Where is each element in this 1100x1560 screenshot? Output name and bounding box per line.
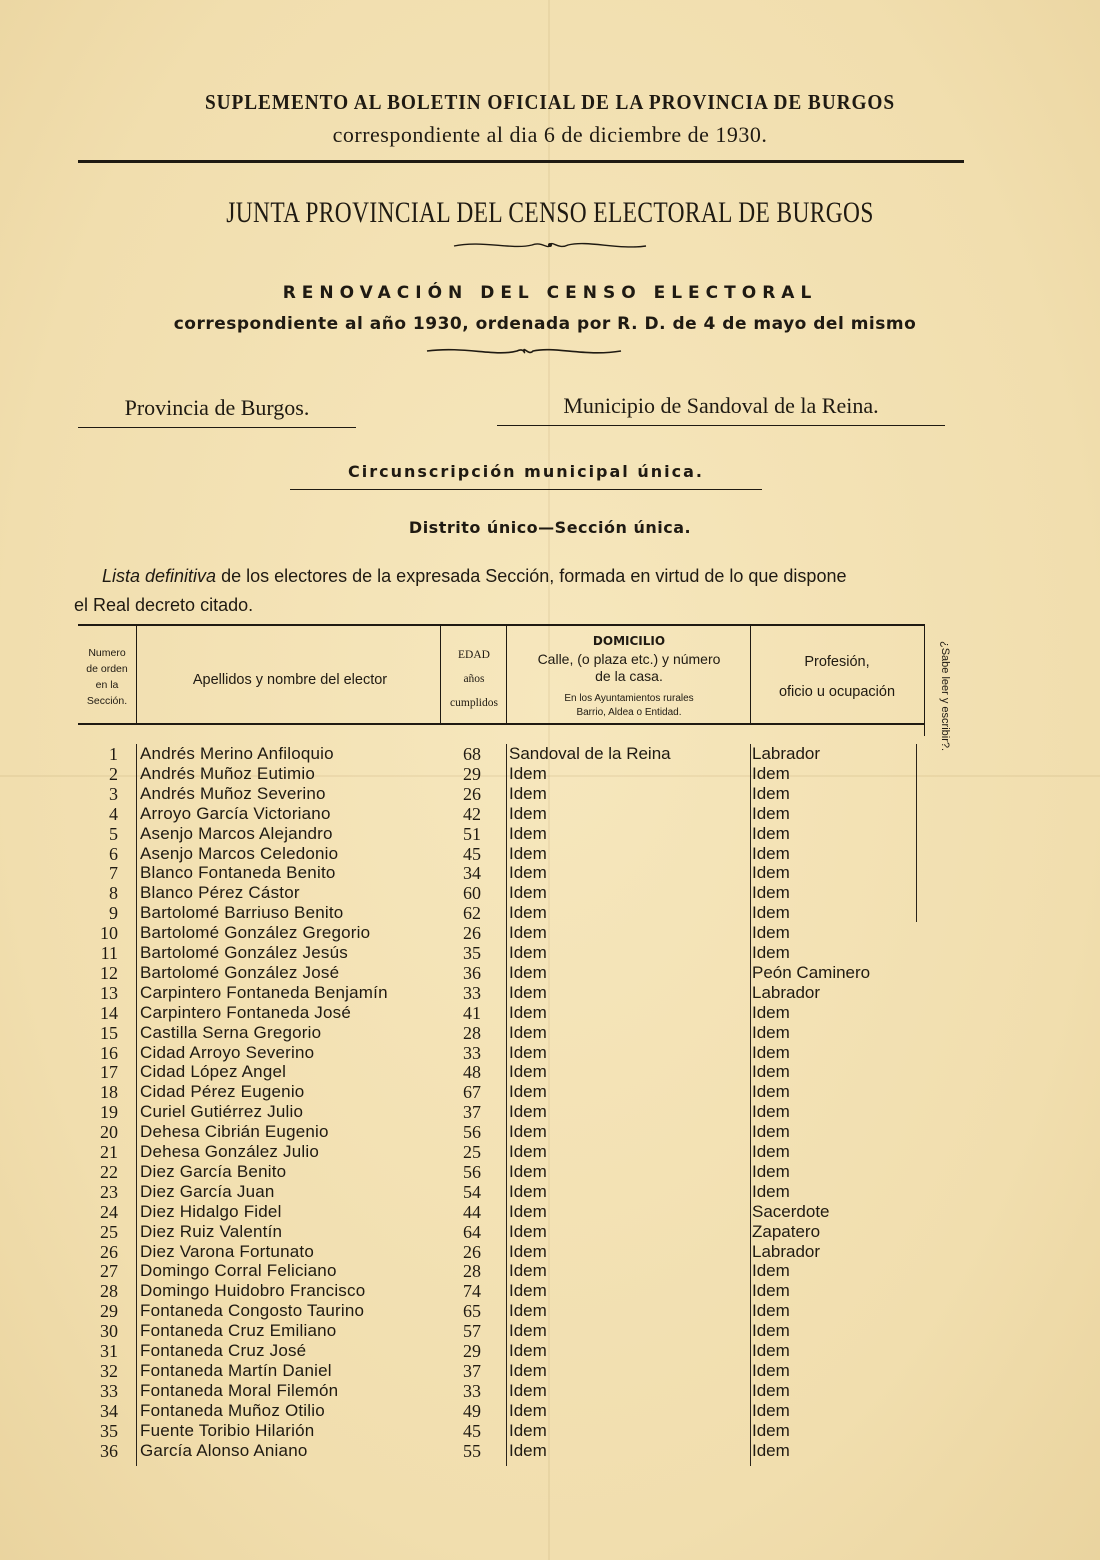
elector-age: 55 [463, 1440, 481, 1461]
elector-profession: Idem [752, 1022, 790, 1042]
elector-address: Idem [509, 843, 547, 863]
elector-address: Idem [509, 1042, 547, 1062]
row-number: 31 [100, 1341, 118, 1361]
table-row [0, 764, 1100, 784]
elector-age: 35 [463, 943, 481, 963]
elector-profession: Labrador [752, 1241, 821, 1261]
row-number: 10 [100, 923, 118, 944]
table-row [0, 1182, 1100, 1202]
elector-address: Idem [509, 763, 547, 783]
elector-profession: Idem [752, 1420, 790, 1440]
elector-age: 41 [463, 1002, 481, 1023]
flourish-ornament [452, 238, 648, 252]
column-header-address-note: En los Ayuntamientos rurales Barrio, Aldea o Entidad. [564, 693, 694, 718]
elector-address: Idem [509, 1440, 547, 1460]
elector-name: Blanco Pérez Cástor [140, 883, 300, 903]
table-row [0, 1062, 1100, 1082]
supplement-subtitle: correspondiente al dia 6 de diciembre de 1930. [332, 122, 768, 147]
elector-name: Carpintero Fontaneda Benjamín [140, 982, 388, 1002]
column-header-number: Numero de orden en la Sección. [86, 647, 128, 707]
intro-italic: Lista definitiva [102, 566, 217, 586]
elector-profession: Idem [752, 843, 790, 863]
table-row [0, 744, 1100, 764]
table-row [0, 1202, 1100, 1222]
table-row [0, 1102, 1100, 1122]
table-row [0, 824, 1100, 844]
row-number: 12 [100, 962, 118, 983]
elector-name: Fontaneda Congosto Taurino [140, 1301, 365, 1321]
elector-address: Idem [509, 943, 547, 962]
elector-name: García Alonso Aniano [140, 1440, 308, 1460]
elector-age: 26 [463, 783, 481, 804]
row-number: 11 [100, 943, 118, 963]
elector-address: Idem [509, 823, 547, 843]
table-row [0, 1222, 1100, 1242]
row-number: 20 [100, 1122, 118, 1143]
elector-address: Idem [509, 1142, 547, 1161]
elector-profession: Idem [752, 1281, 790, 1301]
elector-age: 56 [463, 1122, 481, 1143]
elector-age: 33 [463, 982, 481, 1003]
elector-address: Idem [509, 1082, 547, 1102]
header-divider [506, 624, 507, 724]
elector-address: Idem [509, 1341, 547, 1360]
elector-age: 29 [463, 1341, 481, 1361]
elector-address: Idem [509, 1181, 547, 1201]
elector-profession: Idem [752, 903, 790, 923]
elector-name: Castilla Serna Gregorio [140, 1022, 322, 1042]
elector-address: Idem [509, 1201, 547, 1221]
elector-profession: Idem [752, 1400, 790, 1420]
elector-age: 48 [463, 1062, 481, 1083]
elector-address: Idem [509, 783, 547, 803]
elector-age: 51 [463, 823, 481, 844]
table-row [0, 863, 1100, 883]
row-number: 30 [100, 1321, 118, 1342]
column-header-address: Calle, (o plaza etc.) y número de la casa. [537, 651, 721, 684]
column-header-literacy: ¿Sabe leer y escribir?. [939, 641, 951, 752]
row-number: 21 [100, 1142, 118, 1162]
elector-profession: Idem [752, 1181, 790, 1201]
circumscription-label: Circunscripción municipal única. [290, 462, 762, 490]
table-row [0, 1023, 1100, 1043]
elector-profession: Idem [752, 1142, 790, 1161]
elector-age: 25 [463, 1142, 481, 1162]
table-row [0, 1043, 1100, 1063]
elector-name: Bartolomé González Jesús [140, 943, 348, 962]
elector-name: Fontaneda Cruz José [140, 1341, 307, 1360]
elector-name: Fuente Toribio Hilarión [140, 1420, 315, 1440]
elector-age: 33 [463, 1042, 481, 1063]
elector-name: Cidad Arroyo Severino [140, 1042, 315, 1062]
elector-name: Cidad López Angel [140, 1062, 287, 1082]
elector-profession: Idem [752, 863, 790, 883]
elector-profession: Idem [752, 1341, 790, 1360]
header-divider [440, 624, 441, 724]
renovation-subtitle: correspondiente al año 1930, ordenada por R. D. de 4 de mayo del mismo [173, 314, 917, 334]
elector-address: Idem [509, 1301, 547, 1321]
elector-name: Andrés Muñoz Eutimio [140, 763, 316, 783]
elector-name: Bartolomé González José [140, 962, 340, 982]
elector-name: Dehesa Cibrián Eugenio [140, 1122, 329, 1142]
elector-address: Idem [509, 1161, 547, 1181]
row-number: 8 [109, 883, 118, 904]
row-number: 26 [100, 1241, 118, 1262]
elector-age: 45 [463, 1420, 481, 1441]
elector-name: Fontaneda Martín Daniel [140, 1360, 332, 1380]
row-number: 34 [100, 1400, 118, 1421]
table-row [0, 963, 1100, 983]
table-row [0, 983, 1100, 1003]
elector-name: Blanco Fontaneda Benito [140, 863, 336, 883]
row-number: 5 [109, 823, 118, 844]
elector-address: Idem [509, 1261, 547, 1281]
header-divider [924, 624, 925, 736]
elector-profession: Idem [752, 923, 790, 943]
elector-age: 45 [463, 843, 481, 864]
table-row [0, 844, 1100, 864]
elector-age: 62 [463, 903, 481, 924]
elector-profession: Labrador [752, 982, 821, 1002]
elector-profession: Idem [752, 1261, 790, 1281]
elector-address: Idem [509, 1022, 547, 1042]
elector-name: Asenjo Marcos Celedonio [140, 843, 339, 863]
junta-title: JUNTA PROVINCIAL DEL CENSO ELECTORAL DE BURGOS [226, 196, 874, 229]
elector-name: Bartolomé Barriuso Benito [140, 903, 344, 923]
elector-address: Idem [509, 863, 547, 883]
table-row [0, 1082, 1100, 1102]
row-number: 28 [100, 1281, 118, 1302]
elector-name: Diez Ruiz Valentín [140, 1221, 283, 1241]
elector-name: Diez Varona Fortunato [140, 1241, 314, 1261]
row-number: 19 [100, 1102, 118, 1123]
elector-address: Idem [509, 1002, 547, 1022]
elector-name: Diez Hidalgo Fidel [140, 1201, 282, 1221]
table-row [0, 1301, 1100, 1321]
elector-address: Idem [509, 962, 547, 982]
table-header-bottom-rule [78, 723, 925, 725]
table-row [0, 943, 1100, 963]
elector-address: Idem [509, 923, 547, 943]
elector-profession: Idem [752, 1301, 790, 1321]
elector-age: 34 [463, 863, 481, 884]
province-label: Provincia de Burgos. [78, 395, 356, 428]
column-header-address-title: DOMICILIO [592, 634, 666, 648]
column-header-profession: Profesión, oficio u ocupación [778, 654, 896, 700]
elector-age: 56 [463, 1161, 481, 1182]
elector-profession: Idem [752, 1062, 790, 1082]
table-row [0, 1401, 1100, 1421]
elector-age: 54 [463, 1181, 481, 1202]
row-number: 36 [100, 1440, 118, 1461]
elector-age: 57 [463, 1321, 481, 1342]
row-number: 7 [109, 863, 118, 884]
elector-name: Dehesa González Julio [140, 1142, 320, 1161]
elector-profession: Idem [752, 1360, 790, 1380]
elector-age: 44 [463, 1201, 481, 1222]
table-header-top-rule [78, 624, 925, 626]
municipality-label: Municipio de Sandoval de la Reina. [497, 393, 945, 426]
top-rule [78, 160, 964, 163]
row-number: 9 [109, 903, 118, 924]
elector-address: Idem [509, 1380, 547, 1400]
elector-address: Sandoval de la Reina [509, 744, 671, 763]
table-row [0, 1341, 1100, 1361]
elector-profession: Idem [752, 763, 790, 783]
elector-name: Andrés Merino Anfiloquio [140, 744, 334, 763]
elector-profession: Labrador [752, 744, 821, 763]
row-number: 23 [100, 1181, 118, 1202]
elector-address: Idem [509, 883, 547, 903]
intro-paragraph [74, 562, 952, 620]
elector-profession: Idem [752, 823, 790, 843]
table-row [0, 1281, 1100, 1301]
elector-profession: Idem [752, 1380, 790, 1400]
elector-age: 68 [463, 744, 481, 764]
row-number: 2 [109, 763, 118, 784]
elector-address: Idem [509, 1241, 547, 1261]
elector-name: Bartolomé González Gregorio [140, 923, 371, 943]
elector-profession: Idem [752, 1102, 790, 1122]
elector-address: Idem [509, 1102, 547, 1122]
supplement-title: SUPLEMENTO AL BOLETIN OFICIAL DE LA PROVINCIA DE BURGOS [204, 90, 896, 114]
elector-address: Idem [509, 1221, 547, 1241]
table-row [0, 923, 1100, 943]
row-number: 3 [109, 783, 118, 804]
elector-name: Andrés Muñoz Severino [140, 783, 326, 803]
elector-address: Idem [509, 1122, 547, 1142]
table-row [0, 1003, 1100, 1023]
elector-profession: Idem [752, 803, 790, 823]
row-number: 4 [109, 803, 118, 824]
elector-address: Idem [509, 1400, 547, 1420]
elector-name: Fontaneda Moral Filemón [140, 1380, 339, 1400]
row-number: 29 [100, 1301, 118, 1322]
elector-age: 64 [463, 1221, 481, 1242]
elector-profession: Idem [752, 783, 790, 803]
row-number: 1 [109, 744, 118, 764]
row-number: 32 [100, 1360, 118, 1381]
elector-profession: Sacerdote [752, 1201, 830, 1221]
table-row [0, 1321, 1100, 1341]
elector-address: Idem [509, 1062, 547, 1082]
elector-age: 28 [463, 1261, 481, 1282]
elector-name: Domingo Huidobro Francisco [140, 1281, 366, 1301]
table-row [0, 784, 1100, 804]
elector-name: Cidad Pérez Eugenio [140, 1082, 305, 1102]
table-row [0, 1381, 1100, 1401]
elector-name: Fontaneda Cruz Emiliano [140, 1321, 337, 1341]
table-row [0, 1122, 1100, 1142]
row-number: 24 [100, 1201, 118, 1222]
header-divider [750, 624, 751, 724]
elector-age: 26 [463, 1241, 481, 1262]
table-row [0, 883, 1100, 903]
elector-age: 42 [463, 803, 481, 824]
row-number: 16 [100, 1042, 118, 1063]
header-divider [136, 624, 137, 724]
elector-age: 36 [463, 962, 481, 983]
elector-age: 26 [463, 923, 481, 944]
row-number: 25 [100, 1221, 118, 1242]
elector-age: 28 [463, 1022, 481, 1043]
elector-age: 37 [463, 1102, 481, 1123]
elector-address: Idem [509, 1420, 547, 1440]
table-row [0, 1242, 1100, 1262]
table-row [0, 1162, 1100, 1182]
column-header-name: Apellidos y nombre del elector [192, 672, 388, 688]
column-header-age: EDAD años cumplidos [450, 649, 498, 709]
elector-name: Diez García Juan [140, 1181, 275, 1201]
elector-profession: Idem [752, 1161, 790, 1181]
elector-profession: Peón Caminero [752, 962, 871, 982]
elector-profession: Idem [752, 1002, 790, 1022]
elector-address: Idem [509, 1281, 547, 1301]
table-row [0, 1441, 1100, 1461]
elector-age: 33 [463, 1380, 481, 1401]
elector-address: Idem [509, 903, 547, 923]
row-number: 15 [100, 1022, 118, 1043]
elector-profession: Idem [752, 883, 790, 903]
intro-line1: de los electores de la expresada Sección, formada en virtud de lo que dispone [216, 566, 847, 586]
elector-address: Idem [509, 1321, 547, 1341]
row-number: 17 [100, 1062, 118, 1083]
elector-address: Idem [509, 1360, 547, 1380]
flourish-ornament-2 [425, 344, 623, 358]
elector-name: Asenjo Marcos Alejandro [140, 823, 333, 843]
row-number: 33 [100, 1380, 118, 1401]
row-number: 18 [100, 1082, 118, 1103]
elector-profession: Idem [752, 1440, 790, 1460]
elector-profession: Idem [752, 1042, 790, 1062]
table-row [0, 1421, 1100, 1441]
row-number: 6 [109, 843, 118, 864]
elector-age: 67 [463, 1082, 481, 1103]
elector-address: Idem [509, 803, 547, 823]
row-number: 27 [100, 1261, 118, 1282]
elector-name: Arroyo García Victoriano [140, 803, 331, 823]
table-row [0, 1261, 1100, 1281]
elector-profession: Idem [752, 1321, 790, 1341]
elector-name: Carpintero Fontaneda José [140, 1002, 352, 1022]
table-row [0, 903, 1100, 923]
elector-name: Domingo Corral Feliciano [140, 1261, 337, 1281]
elector-name: Fontaneda Muñoz Otilio [140, 1400, 325, 1420]
row-number: 14 [100, 1002, 118, 1023]
elector-age: 29 [463, 763, 481, 784]
district-label: Distrito único—Sección única. [408, 518, 692, 537]
renovation-title: RENOVACIÓN DEL CENSO ELECTORAL [282, 283, 818, 303]
table-row [0, 804, 1100, 824]
elector-address: Idem [509, 982, 547, 1002]
elector-name: Curiel Gutiérrez Julio [140, 1102, 304, 1122]
elector-age: 60 [463, 883, 481, 904]
table-row [0, 1361, 1100, 1381]
elector-age: 65 [463, 1301, 481, 1322]
intro-line2: el Real decreto citado. [74, 595, 254, 615]
elector-profession: Idem [752, 943, 790, 962]
row-number: 22 [100, 1161, 118, 1182]
row-number: 35 [100, 1420, 118, 1441]
row-number: 13 [100, 982, 118, 1003]
elector-age: 37 [463, 1360, 481, 1381]
elector-name: Diez García Benito [140, 1161, 287, 1181]
elector-profession: Idem [752, 1082, 790, 1102]
elector-profession: Idem [752, 1122, 790, 1142]
elector-profession: Zapatero [752, 1221, 821, 1241]
elector-age: 74 [463, 1281, 481, 1302]
table-row [0, 1142, 1100, 1162]
elector-age: 49 [463, 1400, 481, 1421]
